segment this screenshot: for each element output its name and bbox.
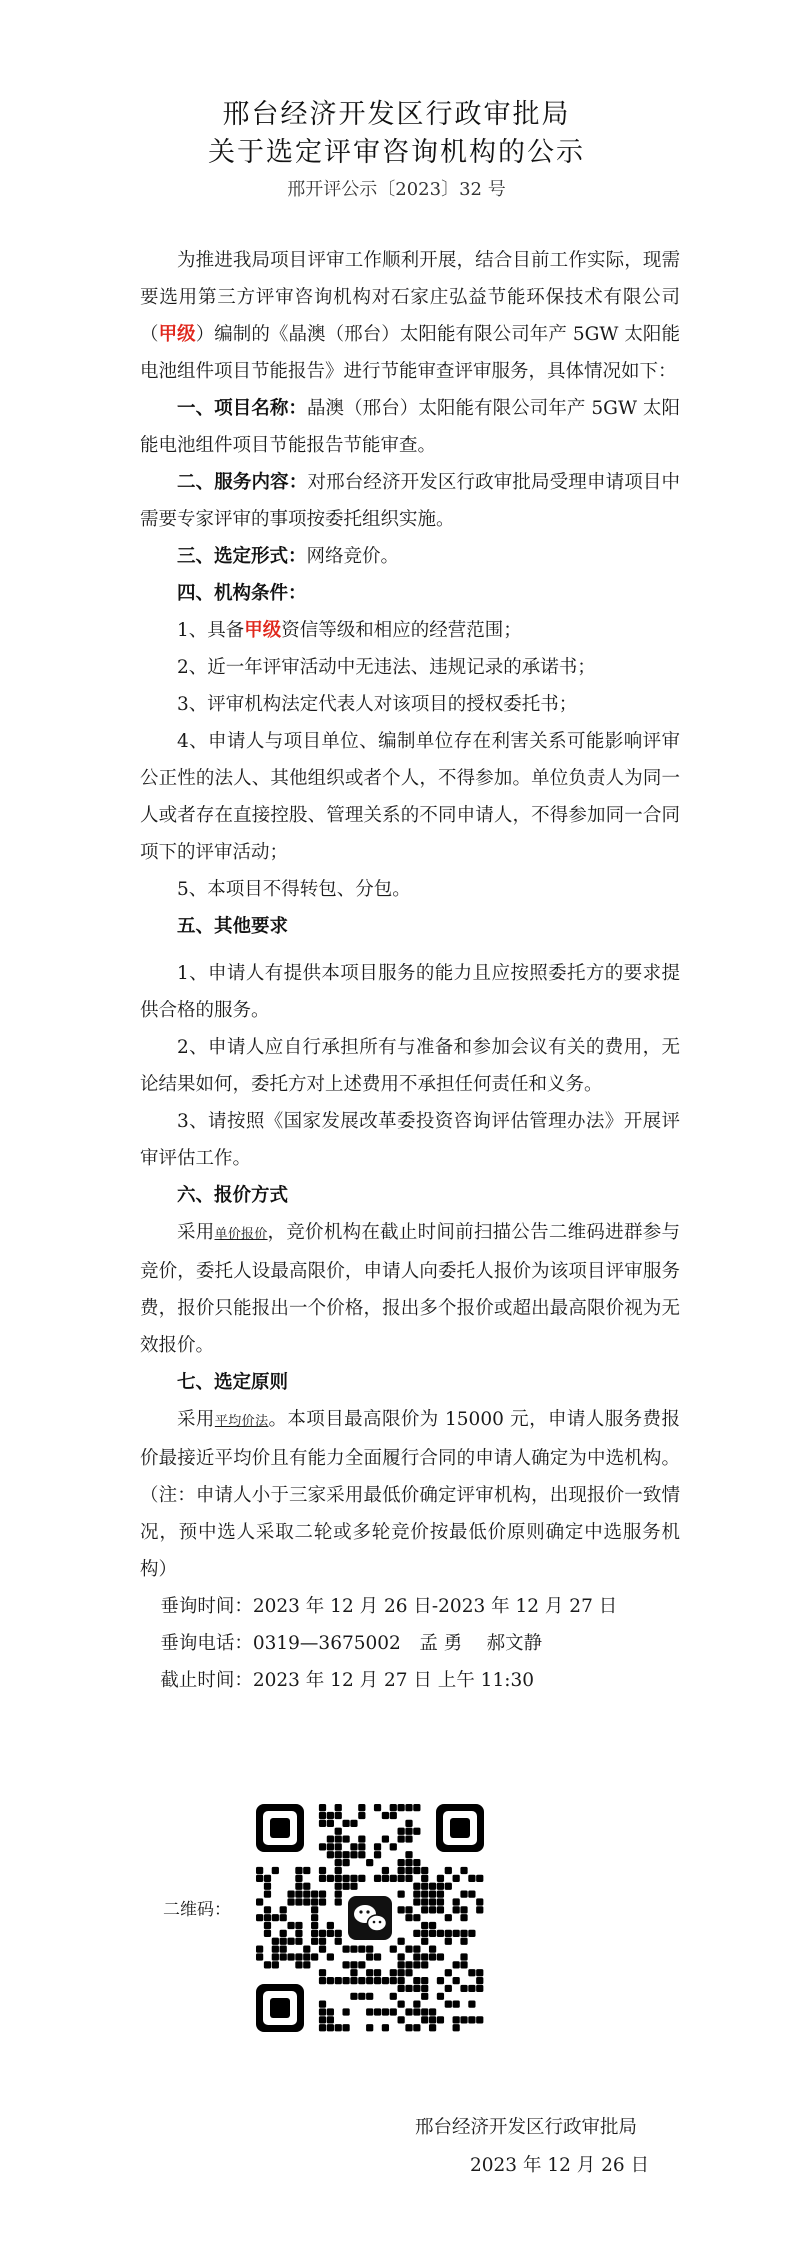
signature-organization: 邢台经济开发区行政审批局 — [415, 2117, 638, 2138]
section-6-text-a: 采用 — [177, 1222, 215, 1243]
section-2 — [140, 464, 680, 538]
inquiry-time: 垂询时间：2023 年 12 月 26 日-2023 年 12 月 27 日 — [160, 1596, 618, 1617]
section-7-text-a: 采用 — [177, 1409, 215, 1430]
section-7-method: 平均价法 — [214, 1414, 269, 1429]
intro-text-2: ）编制的《晶澳（邢台）太阳能有限公司年产 5GW 太阳能电池组件项目节能报告》进行节能审查评审服务，具体情况如下： — [140, 324, 680, 382]
title-line-2: 关于选定评审咨询机构的公示 — [208, 137, 585, 168]
section-1-text: 晶澳（邢台）太阳能有限公司年产 5GW 太阳能电池组件项目节能报告节能审查。 — [140, 398, 680, 456]
deadline: 截止时间：2023 年 12 月 27 日 上午 11:30 — [160, 1670, 534, 1691]
section-4-item-5: 5、本项目不得转包、分包。 — [177, 879, 411, 900]
section-4-item-1-text-a: 1、具备 — [177, 620, 245, 641]
section-6-heading: 六、报价方式 — [177, 1185, 289, 1206]
section-5-item-1: 1、申请人有提供本项目服务的能力且应按照委托方的要求提供合格的服务。 — [140, 963, 680, 1021]
qr-finder-top-right — [436, 1804, 484, 1852]
section-4-heading: 四、机构条件： — [177, 583, 307, 604]
section-4-item-4: 4、申请人与项目单位、编制单位存在利害关系可能影响评审公正性的法人、其他组织或者个人，不得参加。单位负责人为同一人或者存在直接控股、管理关系的不同申请人，不得参加同一合同项下的评审活动； — [140, 731, 680, 863]
qr-finder-bottom-left — [256, 1984, 304, 2032]
wechat-logo-icon — [344, 1892, 396, 1944]
document-body — [140, 242, 680, 1699]
section-1 — [140, 390, 680, 464]
section-5-item-3: 3、请按照《国家发展改革委投资咨询评估管理办法》开展评审评估工作。 — [140, 1111, 680, 1169]
section-6-text — [140, 1214, 680, 1364]
section-2-heading: 二、服务内容： — [177, 472, 308, 493]
intro-paragraph — [140, 242, 680, 390]
section-4-item-1-text-b: 资信等级和相应的经营范围； — [281, 620, 522, 641]
section-5-item-2: 2、申请人应自行承担所有与准备和参加会议有关的费用，无论结果如何，委托方对上述费用不承担任何责任和义务。 — [140, 1037, 680, 1095]
section-7-text — [140, 1401, 680, 1588]
section-3-text: 网络竞价。 — [306, 546, 400, 567]
intro-grade-highlight: 甲级 — [158, 324, 196, 345]
section-3 — [140, 538, 680, 575]
intro-text-1: 为推进我局项目评审工作顺利开展，结合目前工作实际，现需要选用第三方评审咨询机构对石家庄弘益节能环保技术有限公司（ — [140, 250, 680, 345]
qr-finder-top-left — [256, 1804, 304, 1852]
section-5-heading: 五、其他要求 — [177, 916, 289, 937]
section-6-method: 单价报价 — [214, 1227, 268, 1242]
section-2-text: 对邢台经济开发区行政审批局受理申请项目中需要专家评审的事项按委托组织实施。 — [140, 472, 680, 530]
section-3-heading: 三、选定形式： — [177, 546, 307, 567]
qr-code[interactable] — [252, 1800, 488, 2036]
section-4-item-1 — [140, 612, 680, 649]
document-number: 邢开评公示〔2023〕32 号 — [287, 179, 506, 200]
qr-code-label: 二维码： — [163, 1900, 231, 1920]
section-4-item-3: 3、评审机构法定代表人对该项目的授权委托书； — [177, 694, 578, 715]
section-4-item-2: 2、近一年评审活动中无违法、违规记录的承诺书； — [177, 657, 596, 678]
section-7-heading: 七、选定原则 — [177, 1372, 289, 1393]
section-6-text-b: ，竞价机构在截止时间前扫描公告二维码进群参与竞价，委托人设最高限价，申请人向委托人报价为该项目评审服务费，报价只能报出一个价格，报出多个报价或超出最高限价视为无效报价。 — [140, 1222, 680, 1356]
title-line-1: 邢台经济开发区行政审批局 — [222, 99, 571, 130]
section-7-text-b: 。本项目最高限价为 15000 元，申请人服务费报价最接近平均价且有能力全面履行合同的申请人确定为中选机构。（注：申请人小于三家采用最低价确定评审机构，出现报价一致情况，预中选人采取二轮或多轮竞价按最低价原则确定中选服务机构） — [140, 1409, 680, 1580]
section-4-grade-highlight: 甲级 — [244, 620, 282, 641]
inquiry-phone: 垂询电话：0319—3675002 孟 勇 郝文静 — [160, 1633, 543, 1654]
section-1-heading: 一、项目名称： — [177, 398, 307, 419]
signature-date: 2023 年 12 月 26 日 — [470, 2155, 650, 2176]
